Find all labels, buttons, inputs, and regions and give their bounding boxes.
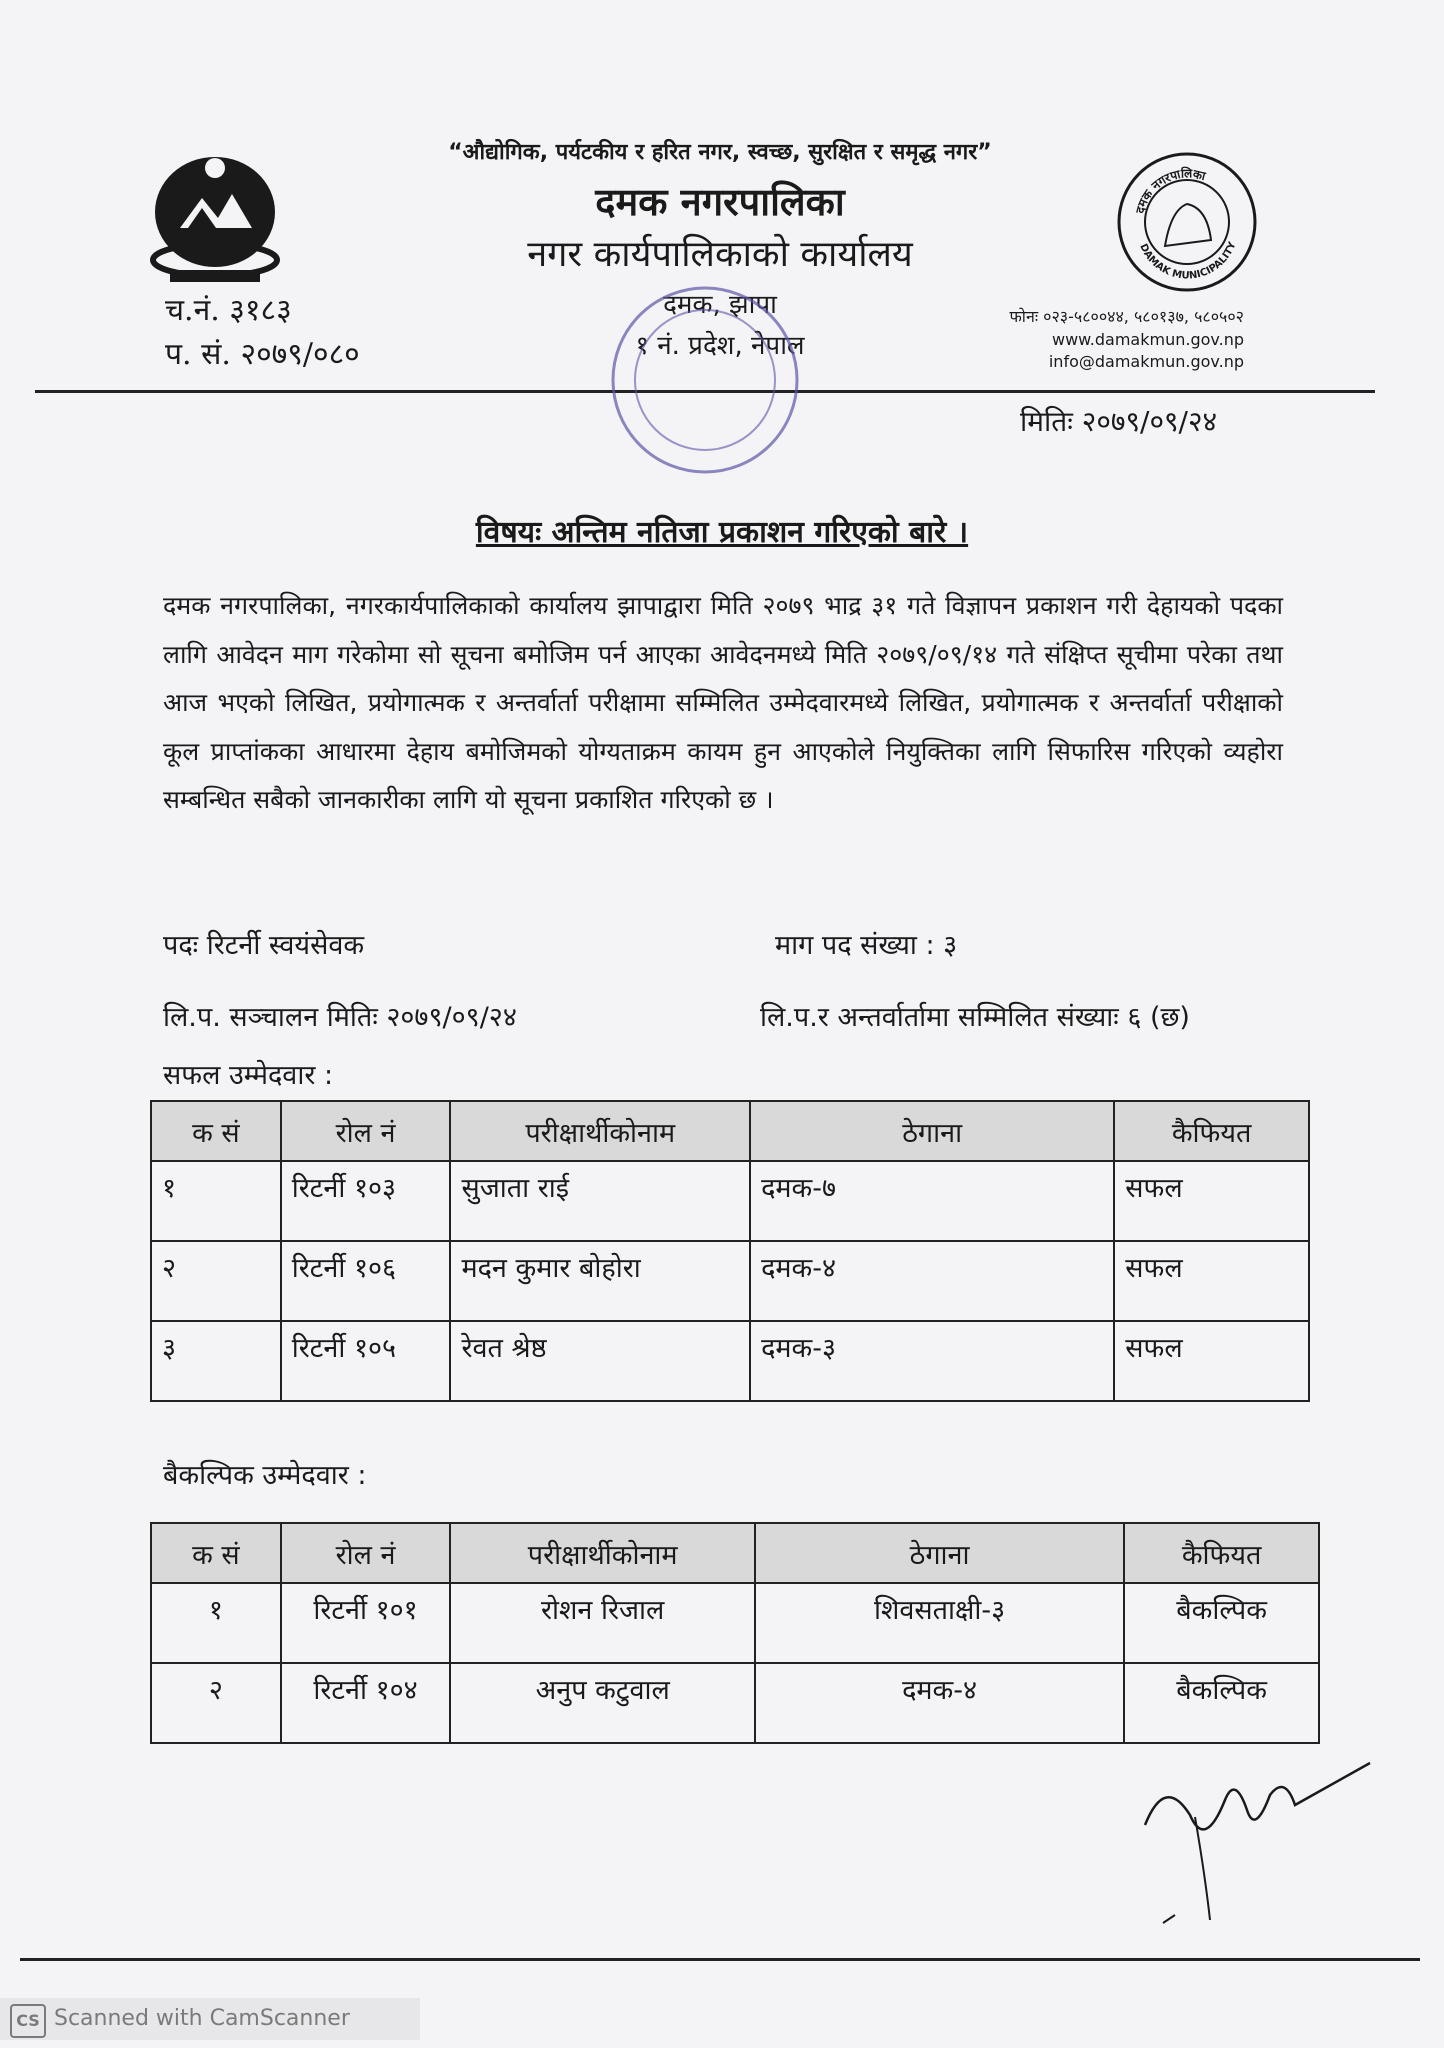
table-row [151,1241,1309,1321]
nepal-emblem-icon [140,150,290,290]
camscanner-logo: CS [10,2004,46,2038]
cell-address: दमक-४ [755,1663,1124,1743]
interview-count: लि.प.र अन्तर्वार्तामा सम्मिलित संख्याः ६ (छ) [760,1002,1190,1033]
post-label: पदः रिटर्नी स्वयंसेवक [163,930,365,961]
col-name: परीक्षार्थीकोनाम [450,1523,755,1583]
table-row [151,1161,1309,1241]
municipality-seal-icon [1115,150,1260,295]
col-roll: रोल नं [281,1101,451,1161]
cell-serial: ३ [151,1321,281,1401]
cell-roll: रिटर्नी १०१ [281,1583,451,1663]
col-address: ठेगाना [750,1101,1114,1161]
seal-text-bottom: DAMAK MUNICIPALITY [1137,240,1239,282]
cell-serial: २ [151,1241,281,1321]
table-row [151,1663,1319,1743]
col-remarks: कैफियत [1114,1101,1309,1161]
cell-address: दमक-७ [750,1161,1114,1241]
cell-name: रोशन रिजाल [450,1583,755,1663]
website: www.damakmun.gov.np [1052,330,1244,349]
cell-address: दमक-४ [750,1241,1114,1321]
alternate-table [150,1522,1320,1744]
subject-heading [0,510,1444,551]
col-name: परीक्षार्थीकोनाम [450,1101,750,1161]
demand-count: माग पद संख्या : ३ [775,930,958,961]
cell-name: रेवत श्रेष्ठ [450,1321,750,1401]
office-stamp-icon [585,270,825,490]
phone-numbers: फोनः ०२३-५८००४४, ५८०१३७, ५८०५०२ [1009,307,1244,326]
cell-remarks: बैकल्पिक [1124,1663,1319,1743]
cell-roll: रिटर्नी १०६ [281,1241,451,1321]
table-header-row [151,1523,1319,1583]
cell-roll: रिटर्नी १०४ [281,1663,451,1743]
body-paragraph: दमक नगरपालिका, नगरकार्यपालिकाको कार्यालय झापाद्वारा मिति २०७९ भाद्र ३१ गते विज्ञापन प्रकाशन गरी देहायको पदका लागि आवेदन माग गरेकोमा सो सूचना बमोजिम पर्न आएका आवेदनमध्ये मिति २०७९/०९/१४ गते संक्षिप्त सूचीमा परेका तथा आज भएको लिखित, प्रयोगात्मक र अन्तर्वार्ता परीक्षामा सम्मिलित उम्मेदवारमध्ये लिखित, प्रयोगात्मक र अन्तर्वार्ता परीक्षाको कूल प्राप्तांकका आधारमा देहाय बमोजिमको योग्यताक्रम कायम हुन आएकोले नियुक्तिका लागि सिफारिस गरिएको व्यहोरा सम्बन्धित सबैको जानकारीका लागि यो सूचना प्रकाशित गरिएको छ । [163,591,1283,814]
address-line-2: १ नं. प्रदेश, नेपाल [635,331,805,361]
table-header-row [151,1101,1309,1161]
col-remarks: कैफियत [1124,1523,1319,1583]
table-row [151,1583,1319,1663]
table-row [151,1321,1309,1401]
cell-serial: १ [151,1583,281,1663]
slogan: “औद्योगिक, पर्यटकीय र हरित नगर, स्वच्छ, सुरक्षित र समृद्ध नगर” [448,140,992,165]
col-serial: क सं [151,1101,281,1161]
exam-date: लि.प. सञ्चालन मितिः २०७९/०९/२४ [163,1002,517,1033]
subject-text: विषयः अन्तिम नतिजा प्रकाशन गरिएको बारे । [475,515,969,550]
cell-roll: रिटर्नी १०५ [281,1321,451,1401]
office-name: नगर कार्यपालिकाको कार्यालय [527,234,913,275]
cell-serial: २ [151,1663,281,1743]
patra-sankhya: प. सं. २०७९/०८० [165,337,360,372]
cell-remarks: बैकल्पिक [1124,1583,1319,1663]
cell-name: अनुप कटुवाल [450,1663,755,1743]
cell-address: शिवसताक्षी-३ [755,1583,1124,1663]
cell-remarks: सफल [1114,1161,1309,1241]
successful-heading: सफल उम्मेदवार : [163,1060,334,1091]
col-address: ठेगाना [755,1523,1124,1583]
org-name: दमक नगरपालिका [595,180,845,224]
signature-icon [1135,1755,1375,1930]
col-roll: रोल नं [281,1523,451,1583]
cell-address: दमक-३ [750,1321,1114,1401]
cell-name: मदन कुमार बोहोरा [450,1241,750,1321]
cell-name: सुजाता राई [450,1161,750,1241]
email: info@damakmun.gov.np [1048,352,1244,371]
cell-serial: १ [151,1161,281,1241]
camscanner-text: Scanned with CamScanner [54,2006,350,2031]
cell-roll: रिटर्नी १०३ [281,1161,451,1241]
letter-date: मितिः २०७९/०९/२४ [1020,405,1218,438]
seal-text-top: दमक नगरपालिका [1132,166,1207,215]
col-serial: क सं [151,1523,281,1583]
footer-divider [20,1958,1420,1961]
cell-remarks: सफल [1114,1321,1309,1401]
successful-table [150,1100,1310,1402]
address-line-1: दमक, झापा [663,290,777,320]
cell-remarks: सफल [1114,1241,1309,1321]
alternate-heading: बैकल्पिक उम्मेदवार : [163,1460,367,1491]
chalani-number: च.नं. ३१८३ [165,293,292,328]
